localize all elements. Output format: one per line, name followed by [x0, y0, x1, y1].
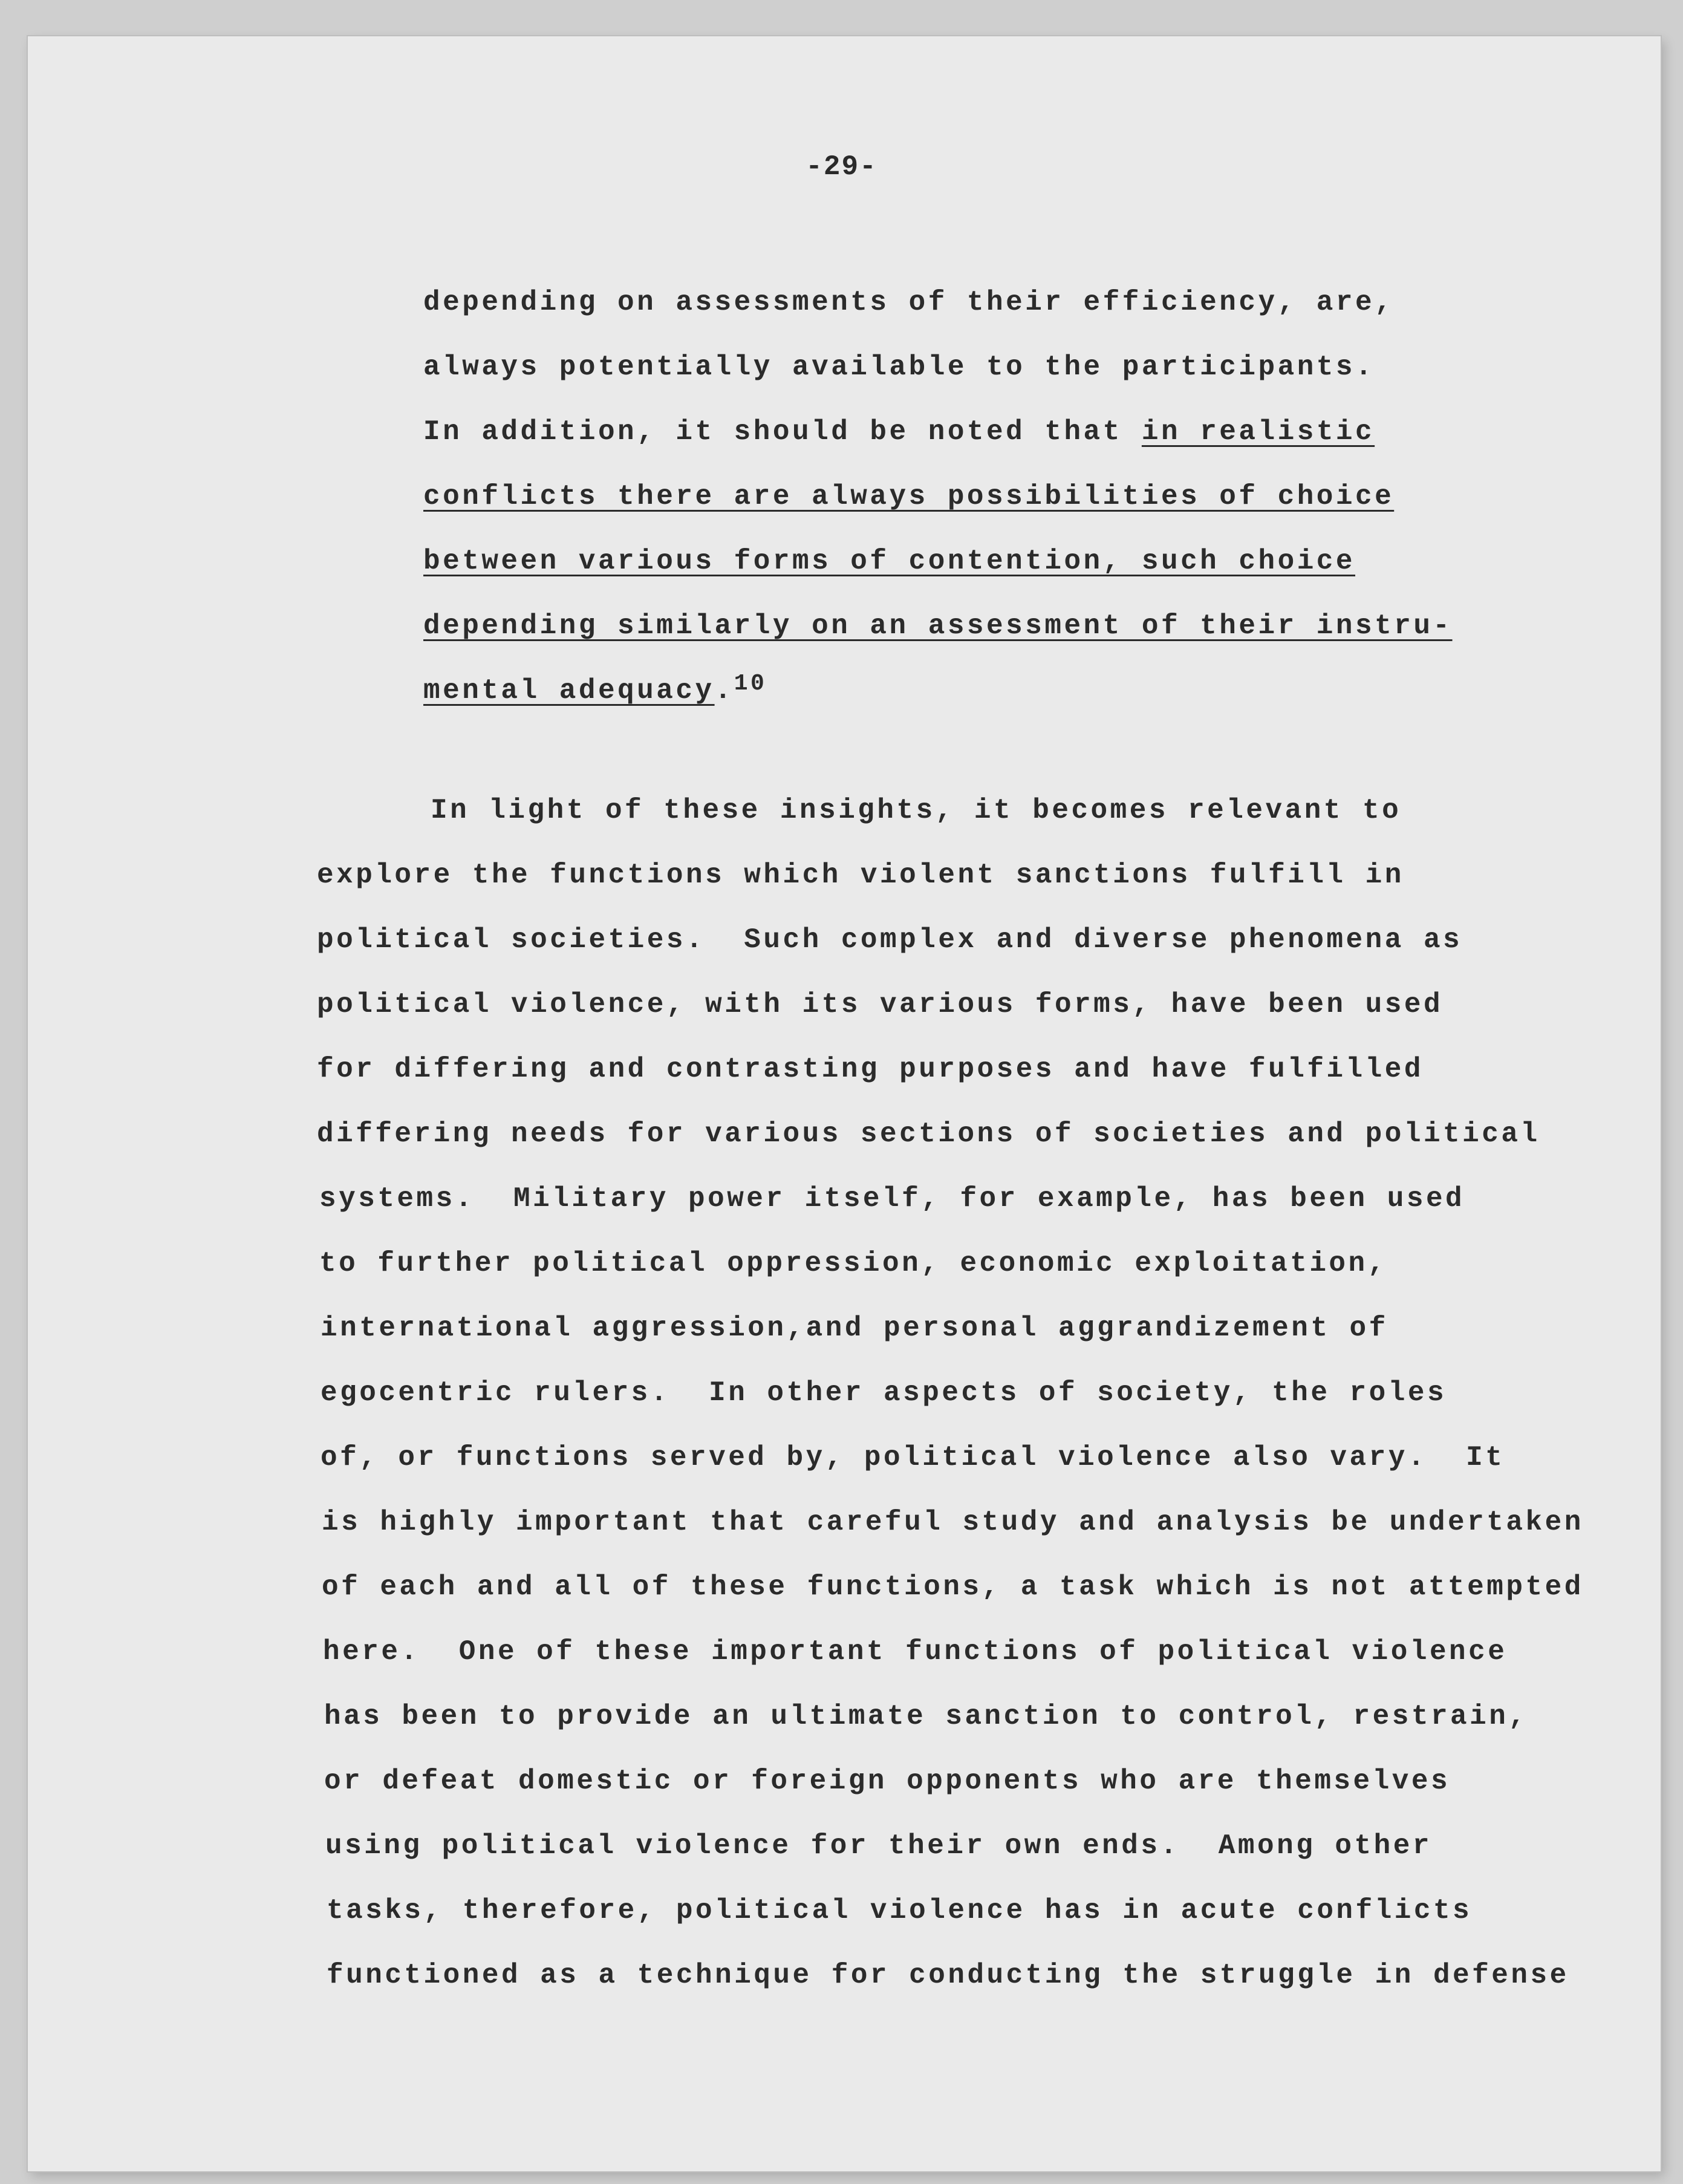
- paragraph-line: explore the functions which violent sanctions fulfill in: [317, 859, 1404, 891]
- paragraph-line: to further political oppression, economic exploitation,: [319, 1248, 1387, 1279]
- paragraph-line: here. One of these important functions of political violence: [323, 1636, 1508, 1667]
- paragraph-line: for differing and contrasting purposes and have fulfilled: [317, 1054, 1424, 1085]
- quote-line-7: [423, 673, 767, 711]
- quote-line-6: depending similarly on an assessment of their instru-: [423, 610, 1453, 642]
- paragraph-line: of each and all of these functions, a task which is not attempted: [322, 1571, 1584, 1603]
- quote-line-1: depending on assessments of their efficiency, are,: [423, 287, 1395, 318]
- quote-line-4: conflicts there are always possibilities of choice: [423, 481, 1395, 512]
- quote-line-3: [423, 414, 1375, 450]
- quote-line-2: always potentially available to the participants.: [423, 351, 1375, 383]
- footnote-reference: 10: [734, 671, 767, 697]
- paragraph-line: systems. Military power itself, for example, has been used: [319, 1183, 1465, 1214]
- paragraph-line: tasks, therefore, political violence has in acute conflicts: [327, 1895, 1473, 1926]
- paragraph-line: international aggression,and personal aggrandizement of: [321, 1312, 1388, 1344]
- paragraph-line: is highly important that careful study and analysis be undertaken: [322, 1507, 1584, 1538]
- quote-line-5: between various forms of contention, such choice: [423, 546, 1356, 577]
- quote-line-3-text: In addition, it should be noted that: [423, 416, 1142, 448]
- paragraph-line: political societies. Such complex and diverse phenomena as: [317, 924, 1463, 956]
- paragraph-line: has been to provide an ultimate sanction to control, restrain,: [324, 1701, 1528, 1732]
- paragraph-line: using political violence for their own ends. Among other: [325, 1830, 1432, 1862]
- quote-line-7-underlined: mental adequacy: [423, 675, 715, 706]
- paragraph-line: egocentric rulers. In other aspects of society, the roles: [321, 1377, 1447, 1409]
- paragraph-line: or defeat domestic or foreign opponents who are themselves: [324, 1765, 1451, 1797]
- paragraph-line: differing needs for various sections of societies and political: [317, 1118, 1540, 1150]
- paragraph-line: political violence, with its various forms, have been used: [317, 989, 1444, 1020]
- page-number: -29-: [806, 151, 877, 183]
- quote-line-7-period: .: [714, 675, 734, 706]
- paragraph-line: of, or functions served by, political violence also vary. It: [321, 1442, 1505, 1473]
- paragraph-line: functioned as a technique for conducting the struggle in defense: [327, 1960, 1569, 1991]
- quote-line-3-underlined: in realistic: [1141, 416, 1375, 448]
- paragraph-line: In light of these insights, it becomes relevant to: [431, 795, 1402, 826]
